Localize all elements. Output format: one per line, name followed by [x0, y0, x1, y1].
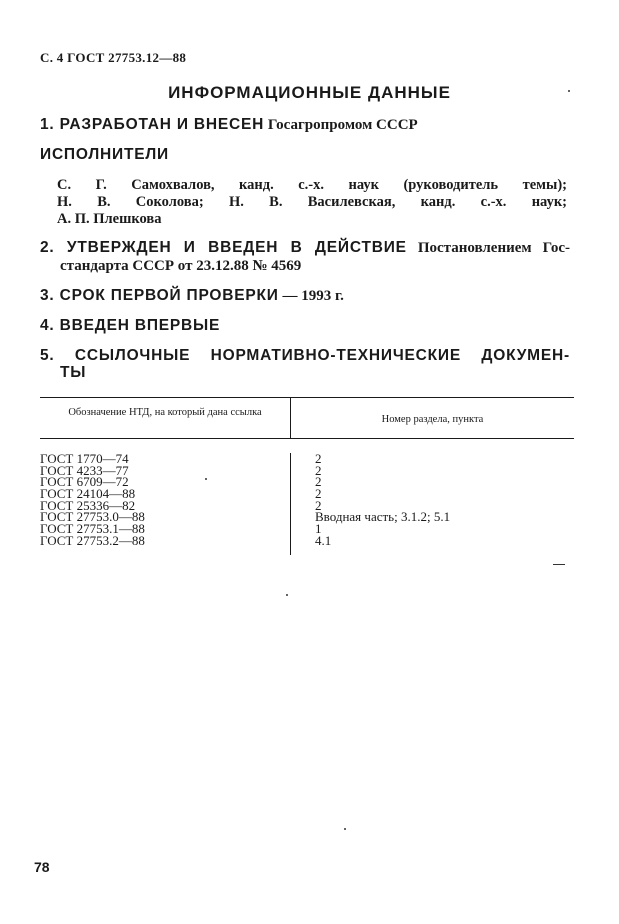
table-column-sections	[291, 453, 574, 555]
table-cell-section: 2	[315, 497, 322, 513]
section-2-caption: 2. УТВЕРЖДЕН И ВВЕДЕН В ДЕЙСТВИЕ	[40, 239, 407, 256]
table-cell-section: 4.1	[315, 532, 332, 548]
performers-line-3: А. П. Плешкова	[57, 211, 162, 227]
performers-line-1: С. Г. Самохвалов, канд. с.-х. наук (руководитель темы);	[57, 177, 567, 193]
table-cell-designation: ГОСТ 27753.1—88	[40, 521, 145, 537]
table-cell-section: Вводная часть; 3.1.2; 5.1	[315, 509, 451, 525]
scan-speck	[568, 90, 570, 92]
section-1-text: Госагропромом СССР	[267, 117, 418, 133]
section-5	[40, 347, 570, 381]
section-5-caption-cont: ТЫ	[60, 364, 87, 381]
table-column-designations	[40, 453, 291, 555]
section-3-text: — 1993 г.	[282, 288, 344, 304]
page-title: ИНФОРМАЦИОННЫЕ ДАННЫЕ	[168, 83, 451, 102]
table-body	[40, 439, 574, 555]
table-header-section: Номер раздела, пункта	[381, 414, 484, 425]
table-header-row	[40, 398, 574, 439]
scan-speck	[344, 828, 346, 830]
table-cell-designation: ГОСТ 6709—72	[40, 474, 129, 490]
performers-caption: ИСПОЛНИТЕЛИ	[40, 146, 169, 163]
references-table	[40, 397, 574, 555]
section-1	[40, 116, 570, 134]
page-number: 78	[34, 859, 50, 875]
table-cell-designation: ГОСТ 1770—74	[40, 451, 129, 466]
scan-mark	[553, 564, 565, 565]
section-2-text: Постановлением Гос-	[417, 240, 570, 256]
table-cell-section: 2	[315, 486, 322, 502]
section-5-caption: 5. ССЫЛОЧНЫЕ НОРМАТИВНО-ТЕХНИЧЕСКИЕ ДОКУМЕН-	[40, 347, 570, 364]
table-cell-section: 2	[315, 474, 322, 490]
table-cell-designation: ГОСТ 4233—77	[40, 462, 129, 478]
table-cell-section: 2	[315, 462, 322, 478]
section-4	[40, 317, 570, 335]
section-2-text-cont: стандарта СССР от 23.12.88 № 4569	[60, 258, 302, 274]
running-header: С. 4 ГОСТ 27753.12—88	[40, 50, 187, 65]
table-cell-section: 1	[315, 521, 322, 537]
table-cell-section: 2	[315, 451, 322, 466]
section-2	[40, 239, 570, 275]
section-4-caption: 4. ВВЕДЕН ВПЕРВЫЕ	[40, 317, 221, 334]
section-1-caption: 1. РАЗРАБОТАН И ВНЕСЕН	[40, 116, 265, 133]
table-cell-designation: ГОСТ 27753.2—88	[40, 532, 145, 548]
section-3-caption: 3. СРОК ПЕРВОЙ ПРОВЕРКИ	[40, 287, 279, 304]
table-cell-designation: ГОСТ 24104—88	[40, 486, 136, 502]
performers-line-2: Н. В. Соколова; Н. В. Василевская, канд. с.-х. наук;	[57, 194, 567, 210]
scan-speck	[286, 594, 288, 596]
table-cell-designation: ГОСТ 25336—82	[40, 497, 136, 513]
performers-list	[57, 177, 567, 228]
table-header-designation: Обозначение НТД, на который дана ссылка	[40, 398, 291, 438]
table-cell-designation: ГОСТ 27753.0—88	[40, 509, 145, 525]
section-3	[40, 287, 570, 305]
performers-heading	[40, 146, 570, 164]
scan-speck	[205, 478, 207, 480]
